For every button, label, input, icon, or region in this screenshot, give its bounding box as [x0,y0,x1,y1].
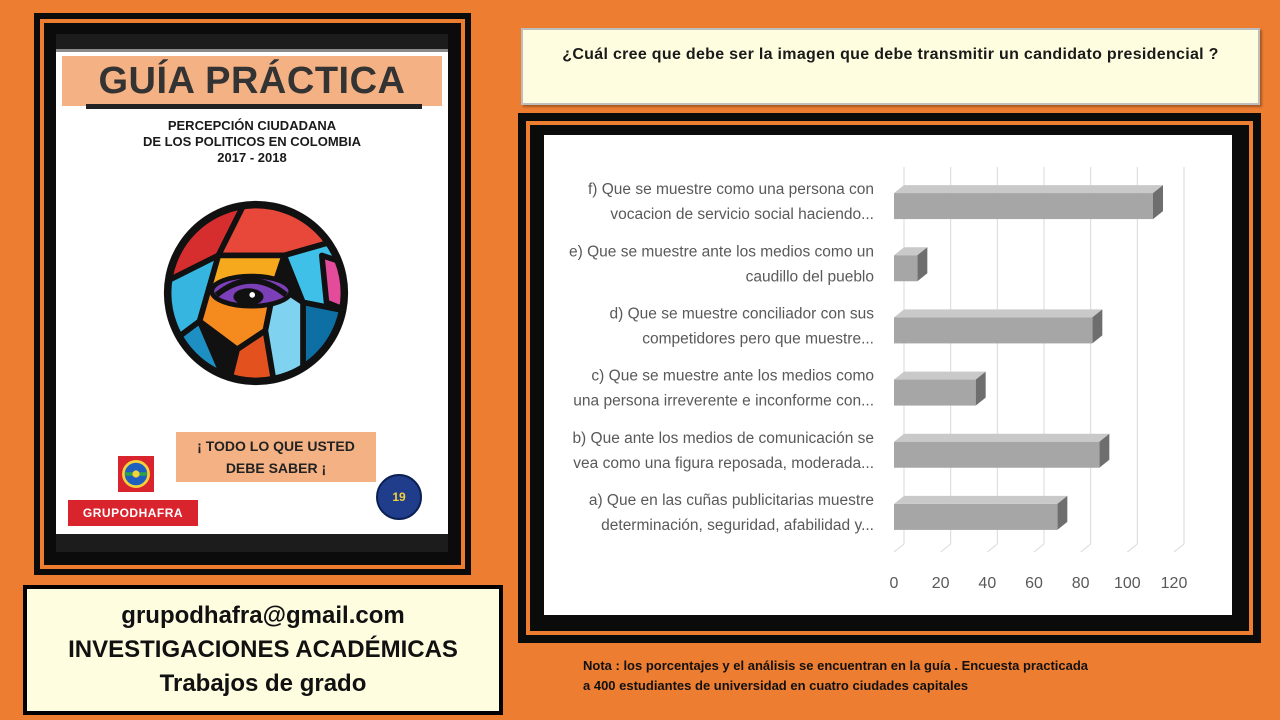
cover-bottom-bar [56,534,448,552]
gridline-foot [1127,544,1137,552]
cover-subtitle-line: 2017 - 2018 [217,150,287,165]
cover-title-banner [62,56,442,106]
cover-tagline [176,432,376,482]
gridline-foot [1081,544,1091,552]
bar-top [894,372,986,380]
question-text: ¿Cuál cree que debe ser la imagen que debe transmitir un candidato presidencial ? [562,46,1219,63]
bar-top [894,496,1067,504]
contact-theses: Trabajos de grado [159,670,367,697]
gridline-foot [941,544,951,552]
bar [894,504,1057,530]
cover-top-bar [56,34,448,52]
bar [894,380,976,406]
category-label: a) Que en las cuñas publicitarias muestre [588,491,874,509]
contact-email: grupodhafra@gmail.com [121,602,405,629]
category-label: c) Que se muestre ante los medios como [591,367,874,385]
bar-top [894,434,1109,442]
category-label: vocacion de servicio social haciendo... [610,206,874,224]
category-label: f) Que se muestre como una persona con [587,181,874,199]
gridline-foot [894,544,904,552]
survey-note-line: Nota : los porcentajes y el análisis se encuentran en la guía . Encuesta practicada [583,658,1089,673]
eye-icon [212,276,291,306]
cover-title: GUÍA PRÁCTICA [98,60,406,102]
x-tick-label: 0 [889,575,899,592]
question-box [521,28,1260,105]
contact-services: INVESTIGACIONES ACADÉMICAS [68,636,458,663]
x-tick-label: 40 [978,575,997,592]
gridline-foot [1174,544,1184,552]
category-label: e) Que se muestre ante los medios como un [569,243,874,261]
bar [894,317,1092,343]
guide-cover [56,34,448,552]
stained-glass-eye-logo [162,199,350,387]
x-tick-label: 60 [1025,575,1043,592]
bar-top [894,185,1163,193]
survey-note [583,656,1263,696]
chart-card [544,135,1232,615]
bar [894,193,1153,219]
contact-box-inner [27,589,499,711]
issue-number-badge: 19 [376,474,422,520]
survey-note-line: a 400 estudiantes de universidad en cuatro ciudades capitales [583,678,969,693]
category-label: determinación, seguridad, afabilidad y... [601,516,874,534]
gridline-foot [1034,544,1044,552]
bar [894,255,917,281]
x-tick-label: 100 [1113,575,1141,592]
category-label: una persona irreverente e inconforme con... [573,392,874,410]
category-label: caudillo del pueblo [745,268,874,286]
cover-subtitle-line: PERCEPCIÓN CIUDADANA [167,118,337,133]
gridline-foot [987,544,997,552]
category-label: d) Que se muestre conciliador con sus [609,305,874,323]
category-label: vea como una figura reposada, moderada... [573,454,874,472]
x-tick-label: 80 [1071,575,1090,592]
cover-subtitle [56,118,448,166]
bar [894,442,1099,468]
cover-subtitle-line: DE LOS POLITICOS EN COLOMBIA [142,134,362,149]
bar-top [894,309,1102,317]
cover-tagline-line: ¡ TODO LO QUE USTED [197,438,355,454]
category-label: competidores pero que muestre... [642,330,874,348]
cover-tagline-line: DEBE SABER ¡ [225,460,327,476]
bar-chart [544,135,1232,615]
emblem-icon [118,456,154,492]
category-label: b) Que ante los medios de comunicación se [572,429,874,447]
x-tick-label: 120 [1160,575,1188,592]
brand-label: GRUPODHAFRA [68,500,198,526]
contact-box [23,585,503,715]
cover-title-underline [86,104,422,109]
x-tick-label: 20 [931,575,950,592]
